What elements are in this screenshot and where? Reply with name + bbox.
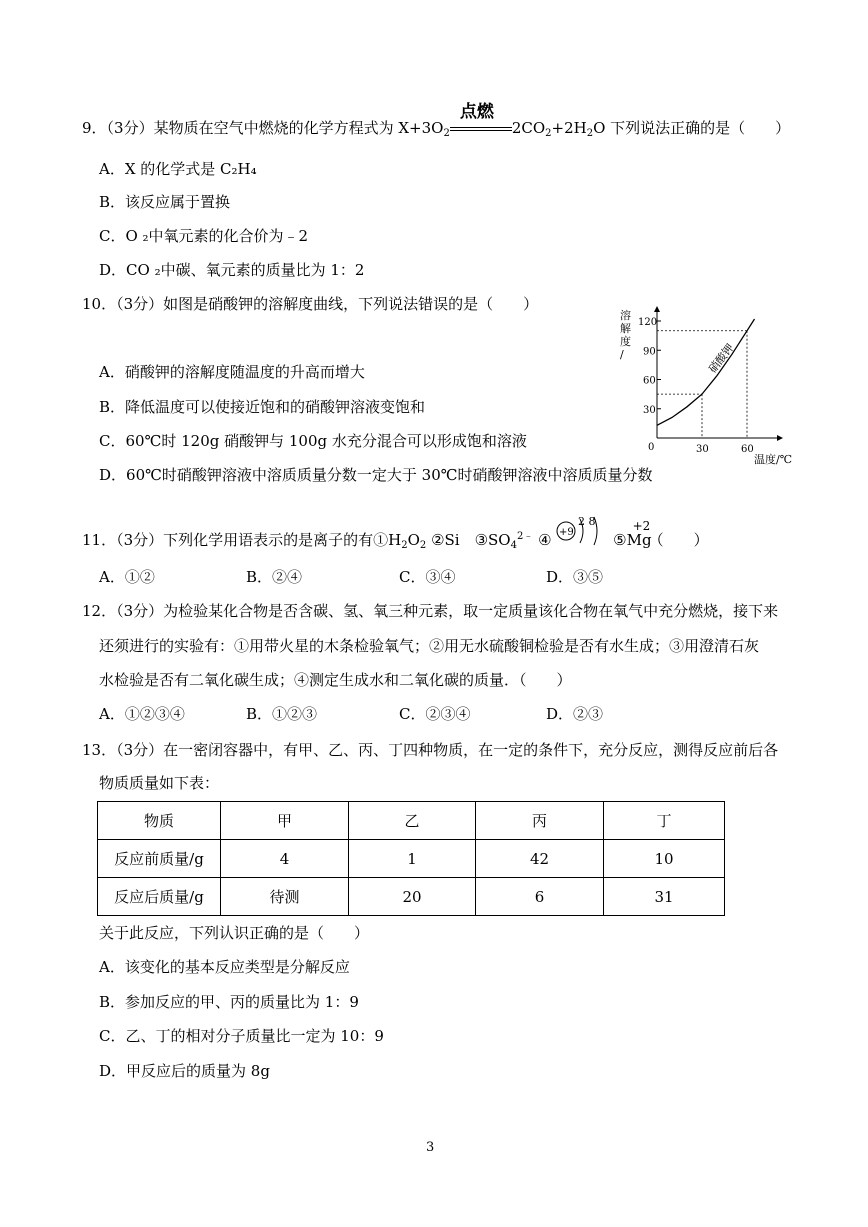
q9-o2-sub: 2 — [443, 128, 450, 139]
mg-ion — [626, 519, 652, 550]
origin-label: 0 — [648, 442, 655, 453]
q12-option-c[interactable]: C．②③④ — [399, 705, 471, 723]
table-row — [98, 878, 725, 916]
q10-option-c[interactable]: C．60℃时 120g 硝酸钾与 100g 水充分混合可以形成饱和溶液 — [99, 432, 527, 450]
q10-stem: 10．（3分）如图是硝酸钾的溶解度曲线，下列说法错误的是（ ） — [82, 295, 539, 313]
q11-option-d[interactable]: D．③⑤ — [546, 568, 604, 586]
nucleus-charge: +9 — [559, 527, 575, 538]
electron-shells: 2 8 — [578, 515, 596, 528]
q11-option-a[interactable]: A．①② — [99, 568, 155, 586]
q11-stem-e: （ ） — [648, 531, 709, 549]
table-header-cell: 甲 — [221, 802, 349, 840]
mg-oxidation-state: +2 — [632, 519, 651, 533]
q13-option-b[interactable]: B．参加反应的甲、丙的质量比为 1：9 — [99, 993, 359, 1011]
h2o2-sub-2: 2 — [419, 540, 427, 551]
y-axis-label-2: 解 — [620, 322, 631, 335]
q11-stem-d: ⑤ — [613, 531, 627, 549]
q13-line-1: 13．（3分）在一密闭容器中，有甲、乙、丙、丁四种物质，在一定的条件下，充分反应，测得反应前后各 — [82, 741, 779, 759]
mass-table — [97, 801, 725, 916]
q9-stem-c: +2H — [551, 119, 587, 137]
y-tick-label: 30 — [643, 404, 656, 416]
q9-option-a[interactable]: A．X 的化学式是 C₂H₄ — [99, 160, 257, 178]
y-tick-label: 90 — [643, 346, 656, 358]
table-header-cell: 丁 — [604, 802, 725, 840]
table-header-cell: 物质 — [98, 802, 221, 840]
table-cell: 42 — [476, 840, 604, 878]
equals-bar — [450, 127, 512, 131]
q9-option-c[interactable]: C．O ₂中氧元素的化合价为﹣2 — [99, 227, 309, 245]
q9-option-d[interactable]: D．CO ₂中碳、氧元素的质量比为 1：2 — [99, 261, 365, 279]
atom-structure-diagram — [556, 511, 608, 551]
q10-option-a[interactable]: A．硝酸钾的溶解度随温度的升高而增大 — [99, 363, 365, 381]
reaction-arrow — [450, 102, 512, 138]
q11-stem-c: ④ — [538, 531, 552, 549]
q11-option-c[interactable]: C．③④ — [399, 568, 456, 586]
x-tick-label: 60 — [741, 444, 754, 455]
y-tick-label: 60 — [643, 375, 656, 387]
table-cell: 20 — [349, 878, 476, 916]
q10-option-b[interactable]: B．降低温度可以使接近饱和的硝酸钾溶液变饱和 — [99, 398, 426, 416]
solubility-curve — [657, 319, 755, 425]
q9-stem-b: 2CO — [511, 119, 546, 137]
q11-option-b[interactable]: B．②④ — [246, 568, 303, 586]
table-cell: 6 — [476, 878, 604, 916]
q13-after: 关于此反应，下列认识正确的是（ ） — [99, 924, 370, 942]
q13-option-c[interactable]: C．乙、丁的相对分子质量比一定为 10：9 — [99, 1027, 384, 1045]
table-cell: 反应后质量/g — [98, 878, 221, 916]
x-ticks — [696, 444, 754, 455]
h2o2-sub-1: 2 — [401, 540, 408, 551]
table-cell: 10 — [604, 840, 725, 878]
q12-option-b[interactable]: B．①②③ — [246, 705, 318, 723]
q13-option-d[interactable]: D．甲反应后的质量为 8g — [99, 1062, 270, 1080]
table-cell: 1 — [349, 840, 476, 878]
table-cell: 待测 — [221, 878, 349, 916]
table-cell: 31 — [604, 878, 725, 916]
q9-stem — [82, 102, 791, 144]
table-header-cell: 乙 — [349, 802, 476, 840]
q9-stem-d: O 下列说法正确的是（ ） — [593, 119, 791, 137]
table-cell: 反应前质量/g — [98, 840, 221, 878]
table-header-cell: 丙 — [476, 802, 604, 840]
page-number: 3 — [426, 1140, 435, 1155]
solubility-chart — [614, 305, 814, 470]
q9-option-b[interactable]: B．该反应属于置换 — [99, 193, 231, 211]
table-row — [98, 840, 725, 878]
q11-stem-a: 11．（3分）下列化学用语表示的是离子的有①H — [82, 531, 402, 549]
q11-stem — [82, 515, 709, 556]
q12-line-2: 还须进行的实验有：①用带火星的木条检验氧气；②用无水硫酸铜检验是否有水生成；③用澄清石灰 — [99, 637, 760, 655]
q9-h2o-sub: 2 — [586, 128, 594, 139]
table-header-row — [98, 802, 725, 840]
h2o2-o: O — [407, 531, 420, 549]
y-ticks — [638, 317, 661, 416]
reaction-condition: 点燃 — [459, 102, 494, 122]
table-cell: 4 — [221, 840, 349, 878]
q10-option-d[interactable]: D．60℃时硝酸钾溶液中溶质质量分数一定大于 30℃时硝酸钾溶液中溶质质量分数 — [99, 466, 653, 484]
q11-stem-b: ②Si ③SO — [431, 531, 511, 549]
y-axis-label-4: / — [620, 348, 624, 361]
y-tick-label: 120 — [638, 317, 658, 328]
q12-option-a[interactable]: A．①②③④ — [99, 705, 185, 723]
so4-charge: 2﹣ — [516, 531, 534, 542]
q13-line-2: 物质质量如下表： — [99, 774, 220, 792]
q12-line-1: 12．（3分）为检验某化合物是否含碳、氢、氧三种元素，取一定质量该化合物在氧气中充分燃烧，接下来 — [82, 602, 779, 620]
q9-stem-a: 9．（3分）某物质在空气中燃烧的化学方程式为 X+3O — [82, 119, 444, 137]
q13-option-a[interactable]: A．该变化的基本反应类型是分解反应 — [99, 958, 350, 976]
series-label: 硝酸钾 — [706, 341, 737, 376]
x-axis-label: 温度/℃ — [754, 453, 793, 466]
y-axis-label-1: 溶 — [620, 309, 631, 322]
mg-symbol: Mg — [626, 531, 652, 549]
q12-line-3: 水检验是否有二氧化碳生成；④测定生成水和二氧化碳的质量．（ ） — [99, 671, 572, 689]
so4-sub: 4 — [510, 540, 517, 551]
q9-co2-sub: 2 — [545, 128, 552, 139]
y-axis-label-3: 度 — [620, 335, 631, 348]
x-tick-label: 30 — [696, 444, 709, 455]
q12-option-d[interactable]: D．②③ — [546, 705, 604, 723]
guide-lines — [657, 331, 747, 438]
